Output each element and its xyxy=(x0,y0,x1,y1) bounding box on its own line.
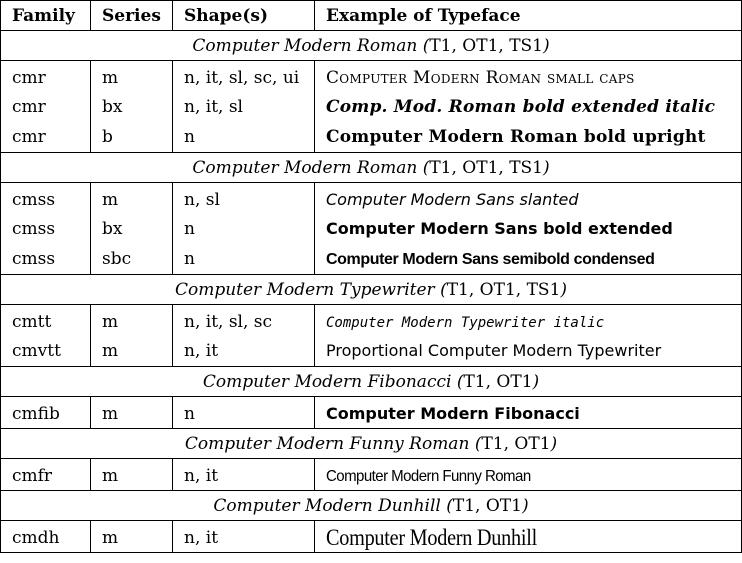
table-row xyxy=(1,92,742,122)
table-row xyxy=(1,336,742,367)
example-text: Computer Modern Dunhill xyxy=(326,525,537,550)
group-heading: Computer Modern Funny Roman (T1, OT1) xyxy=(1,429,742,459)
cell-example xyxy=(315,61,742,93)
cell-shapes: n, it, sl xyxy=(173,92,315,122)
header-example: Example of Typeface xyxy=(315,1,742,31)
group-encodings: T1, OT1 xyxy=(452,495,522,516)
cell-family: cmss xyxy=(1,183,91,215)
cell-shapes: n, it xyxy=(173,459,315,491)
group-heading-row xyxy=(1,491,742,521)
table-row xyxy=(1,183,742,215)
cell-family: cmfr xyxy=(1,459,91,491)
header-family: Family xyxy=(1,1,91,31)
cell-example xyxy=(315,397,742,429)
table-header-row xyxy=(1,1,742,31)
header-series: Series xyxy=(91,1,173,31)
group-heading-row xyxy=(1,31,742,61)
cell-shapes: n, sl xyxy=(173,183,315,215)
cell-shapes: n, it, sl, sc xyxy=(173,305,315,337)
example-text: Computer Modern Sans bold extended xyxy=(326,219,673,238)
group-encodings: T1, OT1 xyxy=(463,371,533,392)
group-heading: Computer Modern Typewriter (T1, OT1, TS1) xyxy=(1,275,742,305)
group-name: Computer Modern Dunhill xyxy=(213,495,441,516)
group-heading-row xyxy=(1,429,742,459)
group-heading: Computer Modern Roman (T1, OT1, TS1) xyxy=(1,153,742,183)
group-heading: Computer Modern Roman (T1, OT1, TS1) xyxy=(1,31,742,61)
example-text: Computer Modern Sans slanted xyxy=(326,190,579,209)
group-encodings: T1, OT1, TS1 xyxy=(446,279,561,300)
cell-series: m xyxy=(91,397,173,429)
group-heading: Computer Modern Fibonacci (T1, OT1) xyxy=(1,367,742,397)
cell-shapes: n, it xyxy=(173,521,315,553)
example-text: Computer Modern Roman small caps xyxy=(326,68,635,88)
example-text: Computer Modern Funny Roman xyxy=(326,468,531,485)
cell-series: m xyxy=(91,459,173,491)
cell-example xyxy=(315,214,742,244)
cell-example xyxy=(315,244,742,275)
cell-family: cmss xyxy=(1,214,91,244)
table-row xyxy=(1,214,742,244)
cell-example xyxy=(315,459,742,491)
cell-series: sbc xyxy=(91,244,173,275)
cell-shapes: n, it, sl, sc, ui xyxy=(173,61,315,93)
group-name: Computer Modern Roman xyxy=(192,35,418,56)
cell-example xyxy=(315,92,742,122)
cell-example xyxy=(315,122,742,153)
cell-family: cmfib xyxy=(1,397,91,429)
table-row xyxy=(1,521,742,553)
group-heading-row xyxy=(1,275,742,305)
example-text: Computer Modern Fibonacci xyxy=(326,404,580,423)
cell-series: m xyxy=(91,305,173,337)
table-row xyxy=(1,244,742,275)
cell-family: cmvtt xyxy=(1,336,91,367)
table-row xyxy=(1,397,742,429)
group-name: Computer Modern Funny Roman xyxy=(184,433,470,454)
cell-shapes: n xyxy=(173,214,315,244)
cell-family: cmr xyxy=(1,92,91,122)
group-name: Computer Modern Roman xyxy=(192,157,418,178)
group-name: Computer Modern Typewriter xyxy=(174,279,435,300)
example-text: Computer Modern Roman bold upright xyxy=(326,127,706,147)
table-row xyxy=(1,305,742,337)
cell-shapes: n xyxy=(173,244,315,275)
group-name: Computer Modern Fibonacci xyxy=(202,371,452,392)
cell-series: m xyxy=(91,61,173,93)
group-encodings: T1, OT1 xyxy=(481,433,551,454)
example-text: Computer Modern Sans semibold condensed xyxy=(326,251,655,268)
group-encodings: T1, OT1, TS1 xyxy=(429,157,543,178)
cell-example xyxy=(315,183,742,215)
cell-series: m xyxy=(91,521,173,553)
group-heading: Computer Modern Dunhill (T1, OT1) xyxy=(1,491,742,521)
cell-shapes: n, it xyxy=(173,336,315,367)
group-heading-row xyxy=(1,367,742,397)
group-encodings: T1, OT1, TS1 xyxy=(429,35,543,56)
cell-example xyxy=(315,521,742,553)
cell-series: bx xyxy=(91,214,173,244)
cell-family: cmtt xyxy=(1,305,91,337)
cell-series: m xyxy=(91,336,173,367)
cell-family: cmss xyxy=(1,244,91,275)
cell-series: b xyxy=(91,122,173,153)
cell-family: cmdh xyxy=(1,521,91,553)
example-text: Comp. Mod. Roman bold extended italic xyxy=(326,97,716,117)
header-shapes: Shape(s) xyxy=(173,1,315,31)
cell-family: cmr xyxy=(1,61,91,93)
cell-series: m xyxy=(91,183,173,215)
cell-example xyxy=(315,305,742,337)
table-row xyxy=(1,122,742,153)
example-text: Proportional Computer Modern Typewriter xyxy=(326,341,662,360)
cell-family: cmr xyxy=(1,122,91,153)
example-text: Computer Modern Typewriter italic xyxy=(326,315,605,331)
cell-shapes: n xyxy=(173,397,315,429)
cell-series: bx xyxy=(91,92,173,122)
table-row xyxy=(1,61,742,93)
table-row xyxy=(1,459,742,491)
group-heading-row xyxy=(1,153,742,183)
cell-shapes: n xyxy=(173,122,315,153)
cell-example xyxy=(315,336,742,367)
